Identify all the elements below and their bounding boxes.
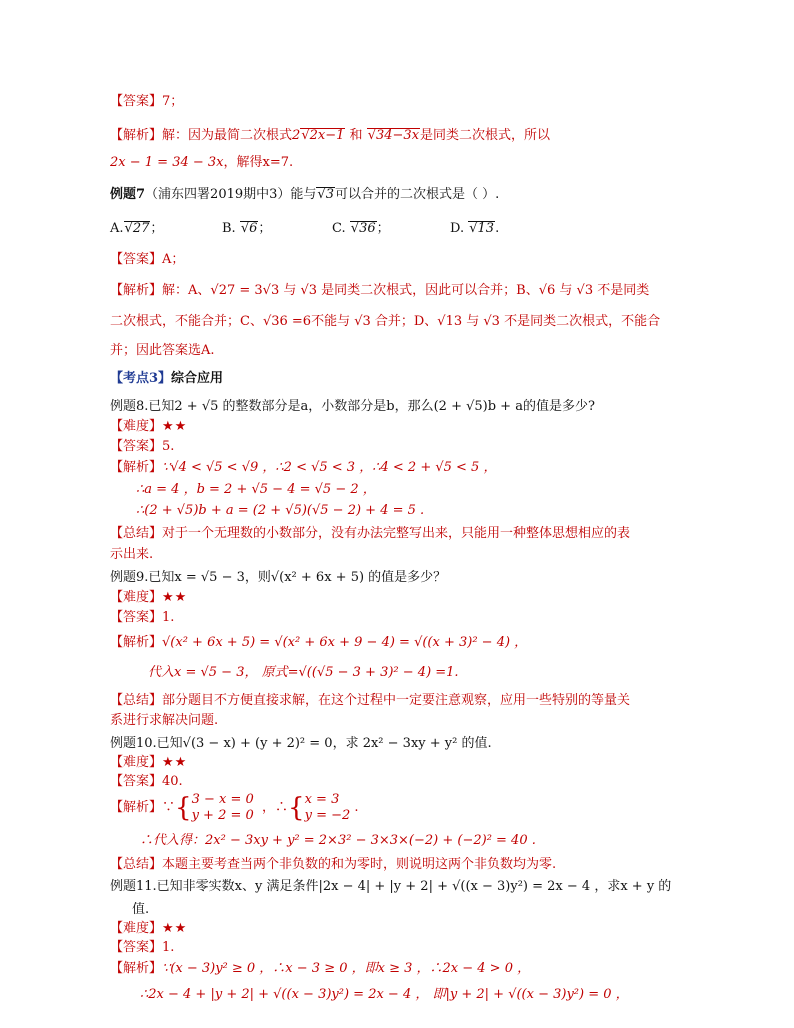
section-label: 【考点3】 xyxy=(110,371,172,386)
explanation-line xyxy=(136,481,376,499)
explanation-text: 二次根式，不能合并；C、√36 =6不能与 √3 合并；D、√13 与 √3 不是同类二次根式，不能合 xyxy=(110,314,661,329)
answer-text: 1. xyxy=(162,940,175,955)
summary-text: 本题主要考查当两个非负数的和为零时，则说明这两个非负数均为零. xyxy=(162,857,557,872)
option-d: D. √ 13. xyxy=(450,220,499,238)
example-title xyxy=(110,735,492,753)
answer-text: 40. xyxy=(162,774,183,789)
example-title xyxy=(110,569,446,587)
summary-line xyxy=(110,546,153,564)
explanation-line xyxy=(110,342,215,360)
radical: √ 27 xyxy=(124,221,151,236)
example-text: 例题8.已知2 + √5 的整数部分是a，小数部分是b，那么(2 + √5)b + a的值是多少? xyxy=(110,399,595,414)
explanation-line xyxy=(136,502,424,520)
example-text: 例题11.已知非零实数x、y 满足条件|2x − 4| + |y + 2| + √((x − 3)y²) = 2x − 4 ，求x + y 的 xyxy=(110,879,672,894)
explanation-line: 【解析】解：因为最简二次根式2√ 2x−1 和 √ 34−3x是同类二次根式，所以 xyxy=(110,127,550,145)
equation: √(x² + 6x + 5) = √(x² + 6x + 9 − 4) = √((x + 3)² − 4) ， xyxy=(162,635,528,650)
explanation-line xyxy=(110,282,649,300)
summary-text: 部分题目不方便直接求解，在这个过程中一定要注意观察，应用一些特别的等量关 xyxy=(162,693,631,708)
answer-label: 【答案】 xyxy=(110,610,163,625)
equation: ∵√4 < √5 < √9 ，∴2 < √5 < 3 ，∴4 < 2 + √5 < 5 ， xyxy=(162,460,497,475)
option-label: A. xyxy=(110,221,124,236)
summary-label: 【总结】 xyxy=(110,857,163,872)
explanation-label: 【解析】 xyxy=(110,283,163,298)
example-title xyxy=(110,186,499,204)
difficulty-stars: ★★ xyxy=(162,755,188,770)
option-b: B. √ 6； xyxy=(222,220,271,238)
option-label: C. xyxy=(332,221,346,236)
difficulty-stars: ★★ xyxy=(162,590,188,605)
radical: √ 13 xyxy=(468,221,495,236)
equation: ∴2x − 4 + |y + 2| + √((x − 3)y²) = 2x − 4 ， xyxy=(140,987,429,1002)
explanation-label: 【解析】 xyxy=(110,635,163,650)
section-heading xyxy=(110,370,223,388)
answer-label: 【答案】 xyxy=(110,94,163,109)
option-a: A.√ 27； xyxy=(110,220,163,238)
difficulty-line xyxy=(110,589,187,607)
equation: ∵(x − 3)y² ≥ 0 ，∴x − 3 ≥ 0 ，即x ≥ 3 ，∴2x − 4 > 0 ， xyxy=(162,961,531,976)
summary-line xyxy=(110,712,218,730)
example-text: 例题10.已知√(3 − x) + (y + 2)² = 0，求 2x² − 3xy + y² 的值. xyxy=(110,736,492,751)
summary-line xyxy=(110,692,630,710)
equation: 即|y + 2| + √((x − 3)y²) = 0 ， xyxy=(432,987,629,1002)
difficulty-label: 【难度】 xyxy=(110,921,163,936)
equation: x = 3 xyxy=(304,791,340,807)
explanation-text: 解：A、√27 = 3√3 与 √3 是同类二次根式，因此可以合并；B、√6 与 √3 不是同类 xyxy=(162,283,650,298)
answer-text: 1. xyxy=(162,610,175,625)
explanation-line xyxy=(110,154,293,172)
example-number: 例题7 xyxy=(110,187,146,202)
answer-label: 【答案】 xyxy=(110,439,163,454)
explanation-line: 【解析】∵{3 − x = 0 y + 2 = 0 ，∴{x = 3 y = −2 . xyxy=(110,791,359,823)
answer-label: 【答案】 xyxy=(110,252,163,267)
example-text: （浦东四署2019期中3）能与 xyxy=(145,187,317,202)
answer-text: 7； xyxy=(162,94,184,109)
option-label: B. xyxy=(222,221,236,236)
option-c: C. √ 36； xyxy=(332,220,390,238)
radical: √ 6 xyxy=(240,221,259,236)
example-text: 可以合并的二次根式是（ ）. xyxy=(334,187,500,202)
summary-text: 系进行求解决问题. xyxy=(110,713,219,728)
answer-text: 5. xyxy=(162,439,175,454)
summary-text: 对于一个无理数的小数部分，没有办法完整写出来，只能用一种整体思想相应的表 xyxy=(162,526,631,541)
explanation-line xyxy=(140,832,536,850)
equation: 原式=√((√5 − 3 + 3)² − 4) =1. xyxy=(261,665,459,680)
explanation-label: 【解析】 xyxy=(110,128,163,143)
equation: 代入x = √5 − 3， xyxy=(148,665,258,680)
example-text: 例题9.已知x = √5 − 3，则√(x² + 6x + 5) 的值是多少？ xyxy=(110,570,447,585)
explanation-text: 解：因为最简二次根式 xyxy=(162,128,293,143)
answer-line xyxy=(110,773,183,791)
answer-line xyxy=(110,438,174,456)
example-title xyxy=(110,398,595,416)
example-text: 值. xyxy=(132,902,150,917)
explanation-line xyxy=(110,459,496,477)
summary-label: 【总结】 xyxy=(110,526,163,541)
difficulty-line xyxy=(110,754,187,772)
equation: y + 2 = 0 xyxy=(191,807,254,823)
difficulty-label: 【难度】 xyxy=(110,419,163,434)
explanation-line xyxy=(148,664,459,682)
difficulty-stars: ★★ xyxy=(162,419,188,434)
summary-line xyxy=(110,856,556,874)
equation: ∴代入得：2x² − 3xy + y² = 2×3² − 3×3×(−2) + (−2)² = 40 . xyxy=(140,833,536,848)
equation: ∴a = 4 ，b = 2 + √5 − 4 = √5 − 2 ， xyxy=(136,482,376,497)
explanation-line xyxy=(140,986,629,1004)
explanation-line xyxy=(110,634,527,652)
radical: √ 34−3x xyxy=(367,128,420,143)
example-title xyxy=(132,901,149,919)
answer-line xyxy=(110,251,184,269)
explanation-label: 【解析】 xyxy=(110,800,163,815)
difficulty-stars: ★★ xyxy=(162,921,188,936)
equation: 2x − 1 = 34 − 3x xyxy=(110,155,224,170)
explanation-label: 【解析】 xyxy=(110,961,163,976)
section-title: 综合应用 xyxy=(171,371,224,386)
equation: y = −2 xyxy=(304,807,351,823)
radical: √ 36 xyxy=(350,221,377,236)
explanation-line xyxy=(110,960,530,978)
difficulty-label: 【难度】 xyxy=(110,590,163,605)
difficulty-line xyxy=(110,418,187,436)
option-label: D. xyxy=(450,221,465,236)
answer-line xyxy=(110,609,174,627)
summary-text: 示出来. xyxy=(110,547,154,562)
explanation-text: 和 xyxy=(349,128,363,143)
answer-label: 【答案】 xyxy=(110,940,163,955)
explanation-text: 是同类二次根式，所以 xyxy=(420,128,551,143)
radical: √ 3 xyxy=(316,187,335,202)
answer-label: 【答案】 xyxy=(110,774,163,789)
radical: √ 2x−1 xyxy=(300,128,345,143)
equation: ∴(2 + √5)b + a = (2 + √5)(√5 − 2) + 4 = 5 . xyxy=(136,503,425,518)
answer-line xyxy=(110,93,183,111)
example-title xyxy=(110,878,671,896)
explanation-text: 并；因此答案选A. xyxy=(110,343,215,358)
explanation-line xyxy=(110,313,660,331)
answer-line xyxy=(110,939,174,957)
summary-line xyxy=(110,525,630,543)
equation: 3 − x = 0 xyxy=(191,791,254,807)
explanation-label: 【解析】 xyxy=(110,460,163,475)
summary-label: 【总结】 xyxy=(110,693,163,708)
difficulty-label: 【难度】 xyxy=(110,755,163,770)
answer-text: A； xyxy=(162,252,185,267)
explanation-text: ，解得x=7. xyxy=(223,155,294,170)
difficulty-line xyxy=(110,920,187,938)
